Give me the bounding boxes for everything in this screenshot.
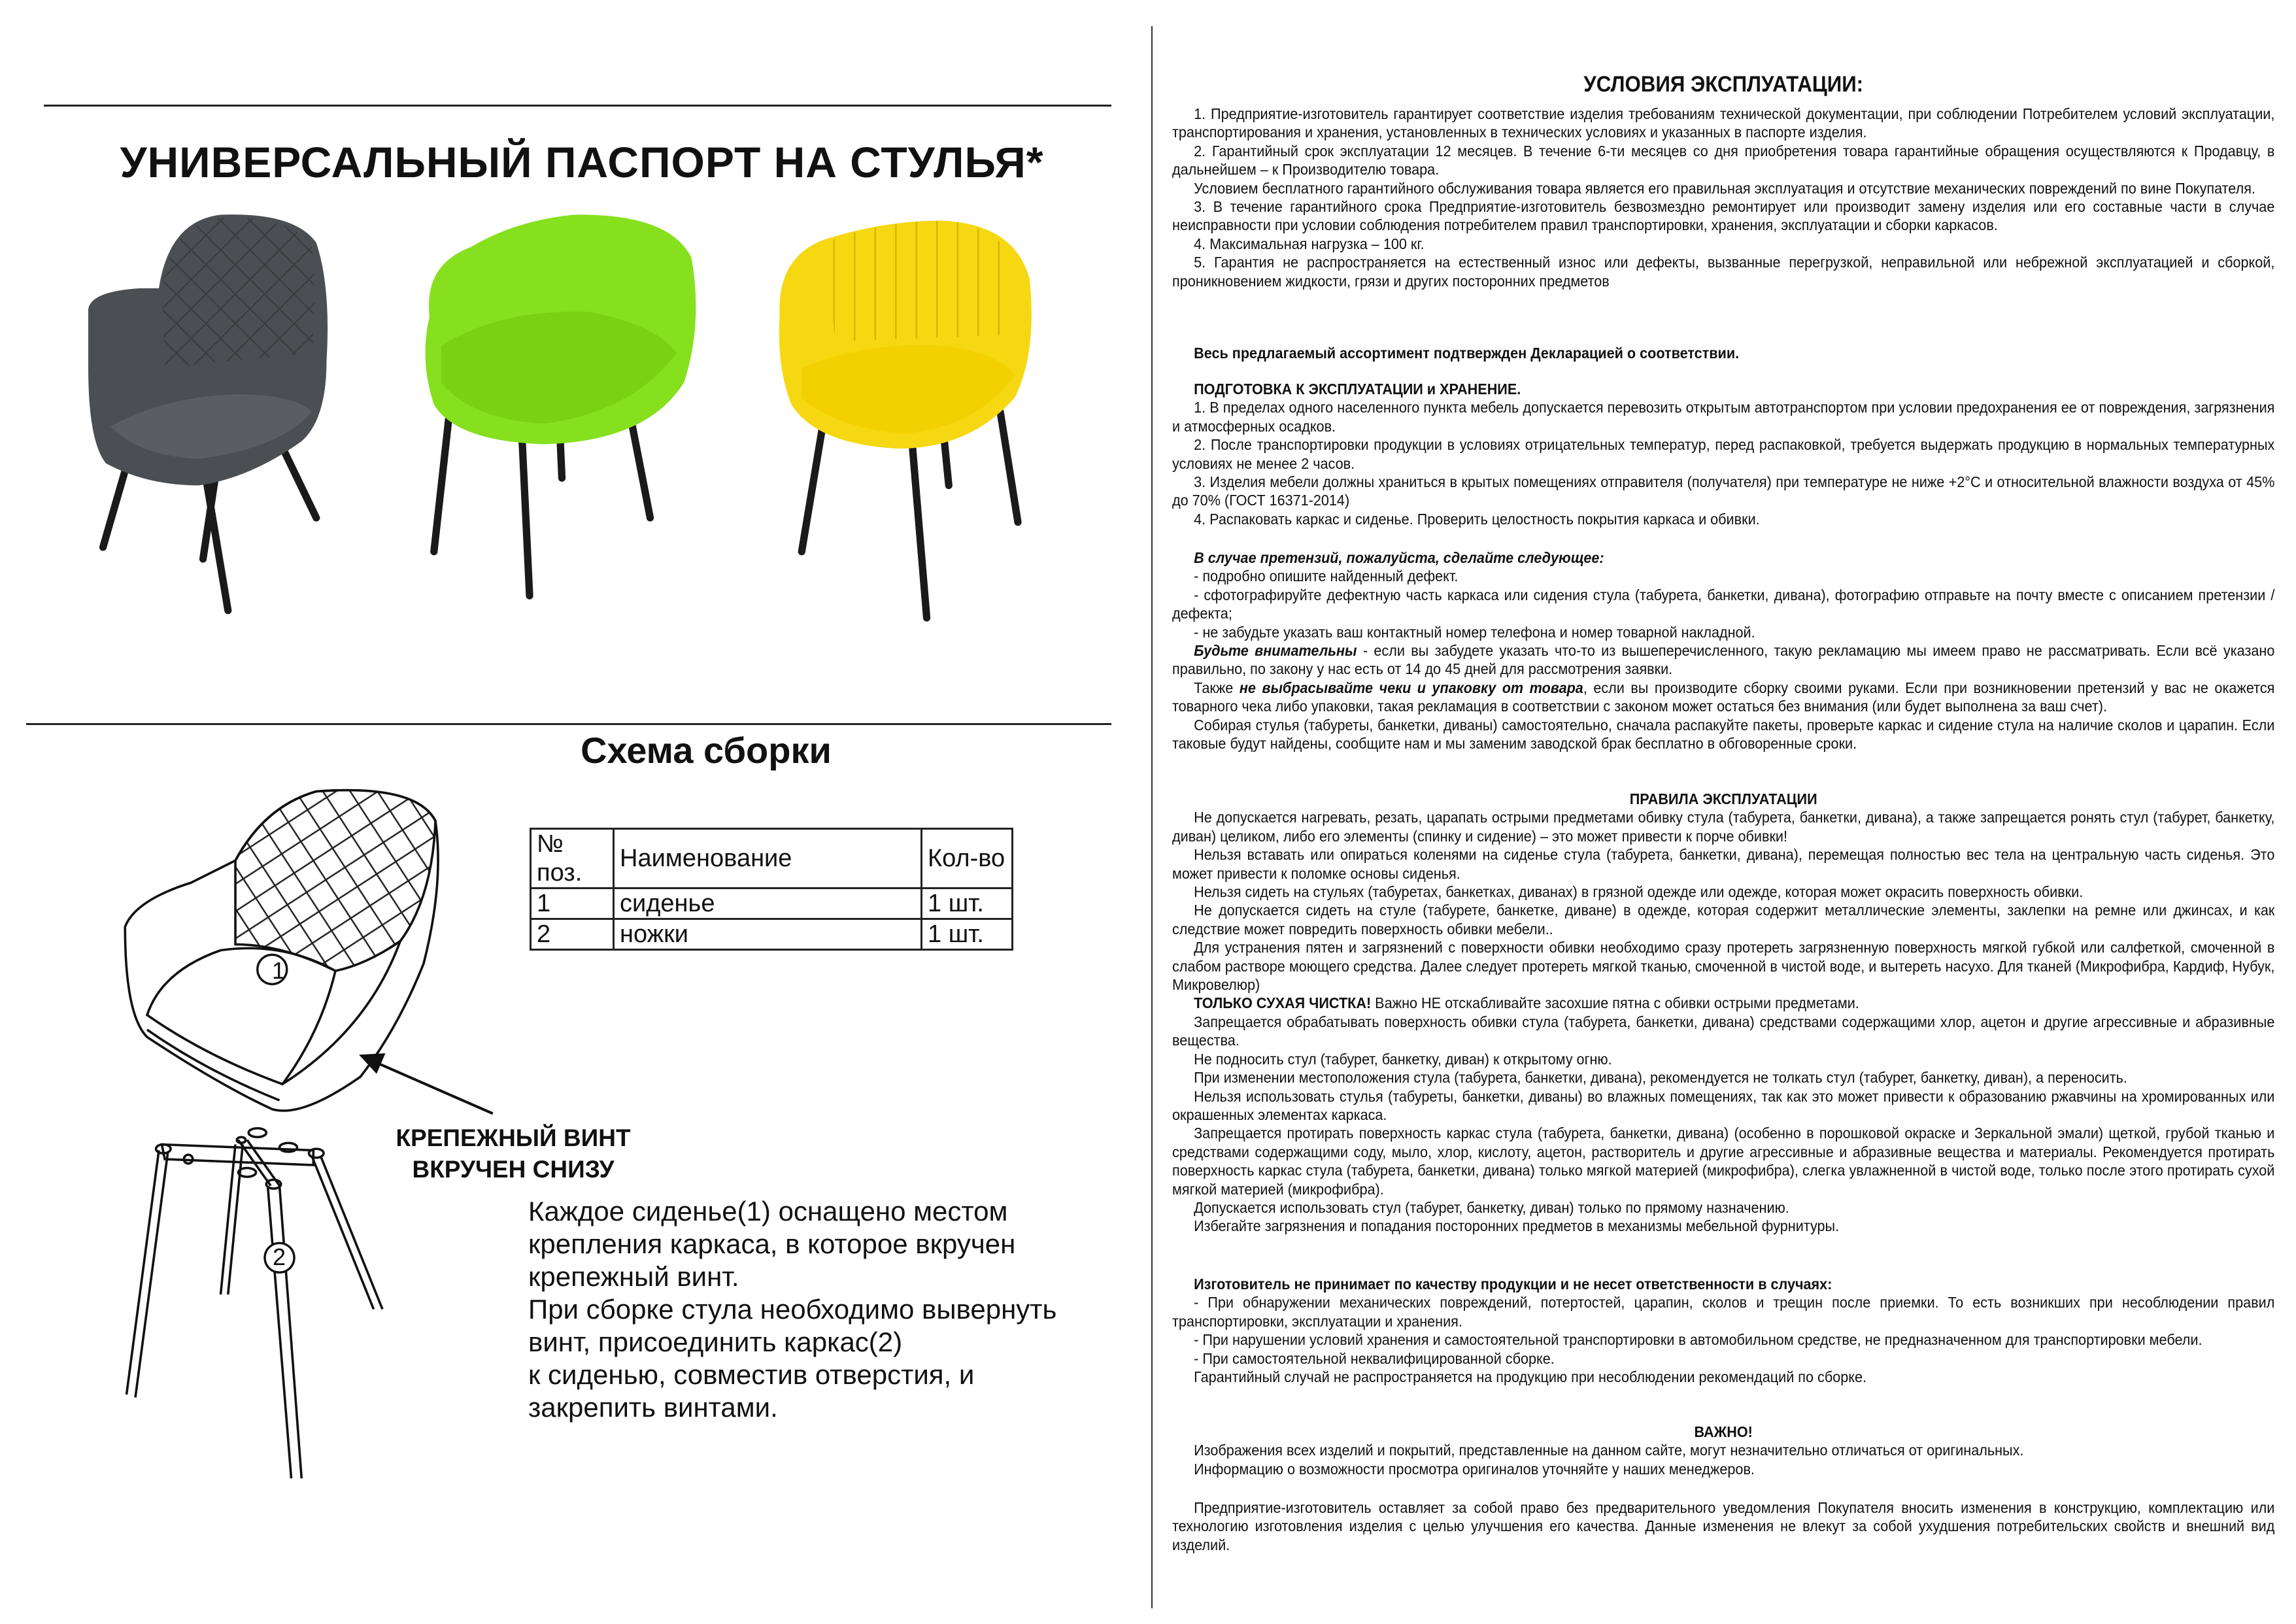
paragraph — [1172, 435, 2274, 473]
body-text: 1. Предприятие-изготовитель гарантирует соответствие изделия требованиям технической документации, при соблюдении Потребителем условий эксплуатации, транспортирования и хранения, установленных в технических условиях и указанных в паспорте изделия. — [1172, 105, 2275, 141]
body-text: - При нарушении условий хранения и самостоятельной транспортировки в автомобильном средстве, не предназначенном для транспортировки мебели. — [1194, 1331, 2203, 1349]
body-text: Не подносить стул (табурет, банкетку, диван) к открытому огню. — [1194, 1050, 1612, 1068]
green-chair-photo — [426, 214, 696, 596]
body-text: - При обнаружении механических повреждений, потертостей, царапин, сколов и трещин после приемки. То есть возникших при несоблюдении правил транспортировки, эксплуатации и хранения. — [1172, 1294, 2275, 1330]
body-text: Не допускается сидеть на стуле (табурете, банкетке, диване) в одежде, которая содержит металлические элементы, заклепки на ремне или джинсах, и как следствие может повредить поверхность обивки мебели.. — [1172, 902, 2275, 938]
paragraph — [1172, 549, 2274, 567]
instruction-line: закрепить винтами. — [528, 1392, 778, 1423]
body-text: - При самостоятельной неквалифицированной сборке. — [1194, 1349, 1555, 1367]
gray-chair-photo — [88, 214, 328, 611]
emphasis-text: Изготовитель не принимает по качеству продукции и не несет ответственности в случаях: — [1194, 1276, 1832, 1293]
body-text: Предприятие-изготовитель оставляет за собой право без предварительного уведомления Покупателя вносить изменения в конструкцию, комплектацию или технологию изготовления изделия с целью улучшения его качества. Данные изменения не влекут за собой ухудшения потребительских свойств и внешний вид изделий. — [1172, 1499, 2275, 1553]
cell-quantity: 1 шт. — [922, 919, 1013, 950]
paragraph — [1172, 623, 2274, 641]
table-header-row — [531, 829, 1013, 888]
paragraph — [1172, 1198, 2274, 1217]
paragraph — [1172, 938, 2274, 994]
section-manufacturer-rights — [1172, 1498, 2274, 1554]
paragraph — [1172, 253, 2274, 290]
body-text: Условием бесплатного гарантийного обслуживания товара является его правильная эксплуатация и отсутствие механических повреждений по вине Покупателя. — [1194, 179, 2255, 197]
section-important — [1172, 1423, 2274, 1478]
screw-label-line-2: ВКРУЧЕН СНИЗУ — [412, 1156, 615, 1183]
screw-arrow — [359, 1053, 493, 1113]
section-heading: ВАЖНО! — [1694, 1423, 1753, 1440]
instruction-line: крепежный винт. — [528, 1261, 739, 1292]
section-rule — [26, 723, 1111, 725]
instruction-line: к сиденью, совместив отверстия, и — [528, 1359, 975, 1390]
paragraph — [1172, 398, 2274, 435]
parts-table — [530, 828, 1013, 951]
section-operating-rules — [1172, 790, 2274, 1236]
screw-label-line-1: КРЕПЕЖНЫЙ ВИНТ — [396, 1125, 631, 1151]
body-text: 1. В пределах одного населенного пункта мебель допускается перевозить открытым автотранспортом при условии предохранения ее от повреждения, загрязнения и атмосферных осадков. — [1172, 399, 2275, 435]
paragraph — [1172, 1460, 2274, 1478]
paragraph — [1172, 105, 2274, 142]
paragraph — [1172, 679, 2274, 716]
section-preparation-storage — [1172, 380, 2274, 528]
body-text: Нельзя использовать стулья (табуреты, банкетки, диваны) во влажных помещениях, так как это может привести к образованию ржавчины на хромированных или окрашенных элементах каркаса. — [1172, 1087, 2275, 1123]
emphasis-text: Весь предлагаемый ассортимент подтвержден Декларацией о соответствии. — [1194, 345, 1740, 362]
paragraph — [1172, 473, 2274, 510]
table-row — [531, 919, 1013, 950]
body-text: 3. В течение гарантийного срока Предприятие-изготовитель безвозмездно ремонтирует или производит замену изделия или его составные части в случае неисправности при условии соблюдения потребителем правил транспортировки, хранения, эксплуатации и сборки каркасов. — [1172, 198, 2275, 234]
body-text: - сфотографируйте дефектную часть каркаса или сидения стула (табурета, банкетки, дивана), фотографию отправьте на почту вместе с описанием претензии / дефекта; — [1172, 586, 2275, 622]
paragraph — [1172, 1330, 2274, 1349]
cell-position: 2 — [531, 919, 614, 950]
assembly-instructions — [528, 1195, 1056, 1424]
paragraph — [1172, 567, 2274, 585]
body-text: - если вы забудете указать что-то из вышеперечисленного, такую рекламацию мы имеем право не рассматривать. Если всё указано правильно, по закону у нас есть от 14 до 45 дней для рассмотрения заявки. — [1172, 642, 2275, 678]
instruction-line: крепления каркаса, в которое вкручен — [528, 1228, 1016, 1259]
paragraph — [1172, 1293, 2274, 1330]
legs-diagram — [127, 1128, 383, 1479]
paragraph — [1172, 1441, 2274, 1459]
paragraph — [1172, 1498, 2274, 1554]
paragraph — [1172, 179, 2274, 197]
emphasis-text: ПОДГОТОВКА К ЭКСПЛУАТАЦИИ и ХРАНЕНИЕ. — [1194, 381, 1521, 398]
paragraph — [1172, 901, 2274, 938]
section-heading: УСЛОВИЯ ЭКСПЛУАТАЦИИ: — [1583, 72, 1864, 97]
body-text: 2. После транспортировки продукции в условиях отрицательных температур, перед распаковкой, требуется выдержать продукцию в нормальных температурных условиях не менее 2 часов. — [1172, 436, 2275, 472]
cell-position: 1 — [531, 888, 614, 919]
body-text: Допускается использовать стул (табурет, банкетку, диван) только по прямому назначению. — [1194, 1198, 1789, 1216]
paragraph — [1172, 1349, 2274, 1368]
paragraph — [1172, 1068, 2274, 1087]
body-text: Важно НЕ отскабливайте засохшие пятна с обивки острыми предметами. — [1371, 994, 1859, 1012]
header-quantity: Кол-во — [922, 829, 1013, 888]
paragraph — [1172, 510, 2274, 528]
body-text: 4. Распаковать каркас и сиденье. Проверить целостность покрытия каркаса и обивки. — [1194, 510, 1760, 528]
body-text: Не допускается нагревать, резать, царапать острыми предметами обивку стула (табурета, банкетки, дивана), а также запрещается ронять стул (табурет, банкетку, диван) целиком, либо его элементы (спинку и сидение) – это может привести к порче обивки! — [1172, 809, 2275, 845]
body-text: Избегайте загрязнения и попадания посторонних предметов в механизмы мебельной фурнитуры. — [1194, 1217, 1840, 1235]
body-text: 3. Изделия мебели должны храниться в крытых помещениях отправителя (получателя) при температуре не ниже +2°С и относительной влажности воздуха от 45% до 70% (ГОСТ 16371-2014) — [1172, 473, 2275, 509]
section-declaration — [1172, 344, 2274, 362]
paragraph — [1172, 1368, 2274, 1386]
paragraph — [1172, 845, 2274, 883]
body-text: 2. Гарантийный срок эксплуатации 12 месяцев. В течение 6-ти месяцев со дня приобретения товара гарантийные обращения осуществляются к Продавцу, в дальнейшем – к Производителю товара. — [1172, 142, 2275, 178]
body-text: 4. Максимальная нагрузка – 100 кг. — [1194, 235, 1425, 252]
paragraph — [1172, 716, 2274, 753]
paragraph — [1172, 380, 2274, 398]
body-text: Также — [1194, 679, 1240, 696]
body-text: Для устранения пятен и загрязнений с поверхности обивки необходимо сразу протереть загрязненную поверхность мягкой губкой или салфеткой, смоченной в слабом растворе моющего средства. Далее следует протереть мягкой тканью, смоченной в чистой воде, и вытереть насухо. Для тканей (Микрофибра, Кардиф, Нубук, Микровелюр) — [1172, 939, 2275, 994]
paragraph — [1172, 1050, 2274, 1068]
instruction-line: винт, присоединить каркас(2) — [528, 1327, 903, 1357]
instruction-line: При сборке стула необходимо вывернуть — [528, 1294, 1057, 1325]
cell-name: сиденье — [614, 888, 922, 919]
cell-quantity: 1 шт. — [922, 888, 1013, 919]
section-heading: ПРАВИЛА ЭКСПЛУАТАЦИИ — [1629, 790, 1817, 807]
body-text: Нельзя вставать или опираться коленями на сиденье стула (табурета, банкетки, дивана), перемещая полностью вес тела на центральную часть сиденья. Это может привести к поломке основы сиденья. — [1172, 846, 2275, 882]
paragraph — [1172, 235, 2274, 253]
paragraph — [1172, 641, 2274, 679]
paragraph — [1172, 142, 2274, 179]
body-text: Информацию о возможности просмотра оригиналов уточняйте у наших менеджеров. — [1194, 1460, 1755, 1478]
emphasis-text: не выбрасывайте чеки и упаковку от товара — [1239, 679, 1583, 696]
paragraph — [1172, 344, 2274, 362]
section-operating-conditions — [1172, 68, 2274, 290]
paragraph — [1172, 808, 2274, 845]
table-row — [531, 888, 1013, 919]
body-text: При изменении местоположения стула (табурета, банкетки, дивана), рекомендуется не толкать стул (табурет, банкетку, диван), а переносить. — [1194, 1069, 2127, 1087]
body-text: Нельзя сидеть на стульях (табуретах, банкетках, диванах) в грязной одежде или одежде, которая может окрасить поверхность обивки. — [1194, 883, 2084, 901]
paragraph — [1172, 883, 2274, 901]
body-text: - подробно опишите найденный дефект. — [1194, 567, 1459, 585]
callout-2-label: 2 — [272, 1243, 286, 1270]
body-text: Собирая стулья (табуреты, банкетки, диваны) самостоятельно, сначала распакуйте пакеты, проверьте каркас и сидение стула на наличие сколов и царапин. Если таковые будут найдены, сообщите нам и мы заменим заводской брак бесплатно в обговоренные сроки. — [1172, 716, 2275, 753]
body-text: Запрещается обрабатывать поверхность обивки стула (табурета, банкетки, дивана) средствами содержащими хлор, ацетон и другие агрессивные и абразивные вещества. — [1172, 1013, 2275, 1049]
paragraph — [1172, 1217, 2274, 1235]
body-text: 5. Гарантия не распространяется на естественный износ или дефекты, вызванные перегрузкой, неправильной или небрежной эксплуатацией и сборкой, проникновением жидкости, грязи и других посторонних предметов — [1172, 254, 2275, 290]
header-name: Наименование — [614, 829, 922, 888]
header-position: № поз. — [531, 829, 614, 888]
paragraph — [1172, 1087, 2274, 1125]
paragraph — [1172, 197, 2274, 235]
body-text: - не забудьте указать ваш контактный номер телефона и номер товарной накладной. — [1194, 623, 1755, 641]
paragraph — [1172, 586, 2274, 623]
paragraph — [1172, 994, 2274, 1012]
cell-name: ножки — [614, 919, 922, 950]
section-liability — [1172, 1275, 2274, 1386]
document-title: УНИВЕРСАЛЬНЫЙ ПАСПОРТ НА СТУЛЬЯ* — [120, 138, 1044, 186]
seat-diagram — [125, 790, 438, 1111]
paragraph — [1172, 1275, 2274, 1293]
paragraph — [1172, 1013, 2274, 1050]
yellow-chair-photo — [779, 221, 1032, 618]
instruction-line: Каждое сиденье(1) оснащено местом — [528, 1196, 1008, 1226]
page-divider — [1151, 26, 1153, 1608]
emphasis-text: В случае претензий, пожалуйста, сделайте следующее: — [1194, 549, 1604, 566]
paragraph — [1172, 1124, 2274, 1198]
body-text: Запрещается протирать поверхность каркас стула (табурета, банкетки, дивана) (особенно в порошковой окраске и Зеркальной эмали) щеткой, грубой тканью и средствами содержащими соду, мыло, хлор, кислоту, ацетон, растворитель и другие агрессивные и абразивные вещества и материалы. Рекомендуется протирать поверхность каркас стула (табурета, банкетки, дивана) только мягкой материей (микрофибра), слегка увлажненной в чистой воде, только после этого протирать сухой мягкой материей (микрофибра). — [1172, 1125, 2275, 1198]
body-text: Гарантийный случай не распространяется на продукцию при несоблюдении рекомендаций по сборке. — [1194, 1368, 1867, 1386]
emphasis-text: Будьте внимательны — [1194, 642, 1357, 660]
section-claims — [1172, 549, 2274, 753]
emphasis-text: ТОЛЬКО СУХАЯ ЧИСТКА! — [1194, 994, 1372, 1012]
callout-1-label: 1 — [271, 957, 286, 984]
assembly-title: Схема сборки — [581, 730, 832, 771]
body-text: Изображения всех изделий и покрытий, представленные на данном сайте, могут незначительно отличаться от оригинальных. — [1194, 1442, 2024, 1459]
body-text: , если вы производите сборку своими руками. Если при возникновении претензий у вас не окажется товарного чека либо упаковки, такая рекламация в соответствии с законом может остаться без внимания (или будет выполнена за ваш счет). — [1172, 679, 2275, 715]
